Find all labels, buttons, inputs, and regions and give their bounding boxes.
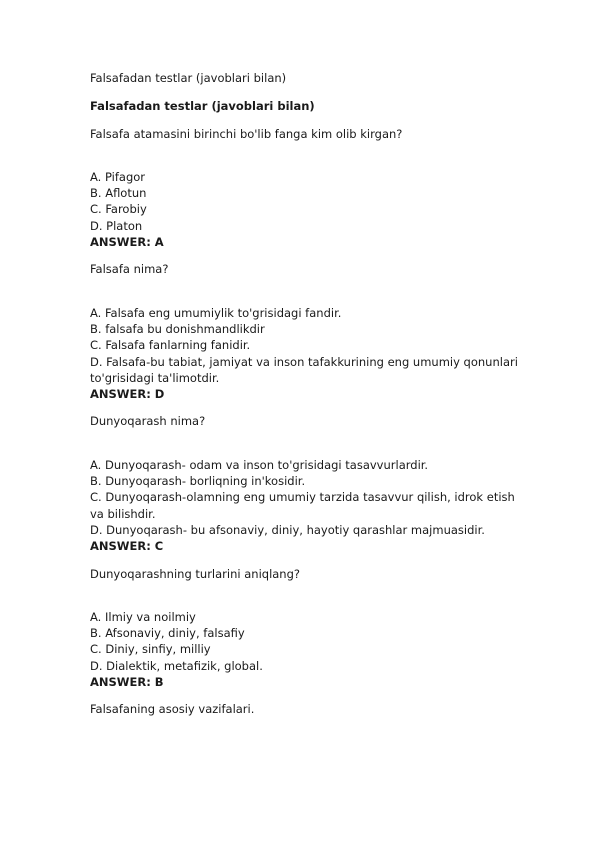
question-text: Falsafaning asosiy vazifalari.: [90, 702, 255, 717]
answer-label: ANSWER: D: [90, 387, 165, 402]
option-item: A. Dunyoqarash- odam va inson to'grisidagi tasavvurlardir.: [90, 457, 429, 472]
question-text: Dunyoqarash nima?: [90, 414, 206, 429]
question-block-2: [90, 261, 520, 402]
question-text: Falsafa atamasini birinchi bo'lib fanga kim olib kirgan?: [90, 126, 403, 141]
question-block-4: [90, 566, 520, 691]
option-list: [90, 305, 520, 386]
document-title: Falsafadan testlar (javoblari bilan): [90, 99, 315, 114]
answer-label: ANSWER: A: [90, 235, 164, 250]
question-block-3: [90, 413, 520, 554]
option-item: A. Falsafa eng umumiylik to'grisidagi fandir.: [90, 305, 342, 320]
answer-label: ANSWER: B: [90, 675, 164, 690]
option-item: D. Dunyoqarash- bu afsonaviy, diniy, hayotiy qarashlar majmuasidir.: [90, 522, 485, 537]
option-item: A. Ilmiy va noilmiy: [90, 609, 196, 624]
option-item: D. Platon: [90, 218, 143, 233]
option-item: D. Falsafa-bu tabiat, jamiyat va inson tafakkurining eng umumiy qonunlari to'grisidagi ta'limotdir.: [90, 354, 518, 385]
question-text: Falsafa nima?: [90, 262, 169, 277]
option-item: D. Dialektik, metafizik, global.: [90, 658, 263, 673]
option-item: B. falsafa bu donishmandlikdir: [90, 321, 265, 336]
option-item: C. Falsafa fanlarning fanidir.: [90, 338, 251, 353]
option-item: C. Farobiy: [90, 202, 147, 217]
option-item: B. Aflotun: [90, 186, 147, 201]
option-list: [90, 609, 520, 674]
document-header: Falsafadan testlar (javoblari bilan): [90, 71, 287, 85]
question-block-5: [90, 701, 520, 717]
option-item: C. Diniy, sinfiy, milliy: [90, 642, 211, 657]
option-item: A. Pifagor: [90, 169, 146, 184]
document-content: [90, 70, 520, 745]
question-block-1: [90, 126, 520, 251]
option-item: C. Dunyoqarash-olamning eng umumiy tarzida tasavvur qilish, idrok etish va bilishdir.: [90, 490, 515, 521]
option-list: [90, 169, 520, 234]
option-item: B. Dunyoqarash- borliqning in'kosidir.: [90, 474, 306, 489]
question-text: Dunyoqarashning turlarini aniqlang?: [90, 566, 300, 581]
answer-label: ANSWER: C: [90, 539, 164, 554]
option-list: [90, 457, 520, 538]
option-item: B. Afsonaviy, diniy, falsafiy: [90, 626, 245, 641]
